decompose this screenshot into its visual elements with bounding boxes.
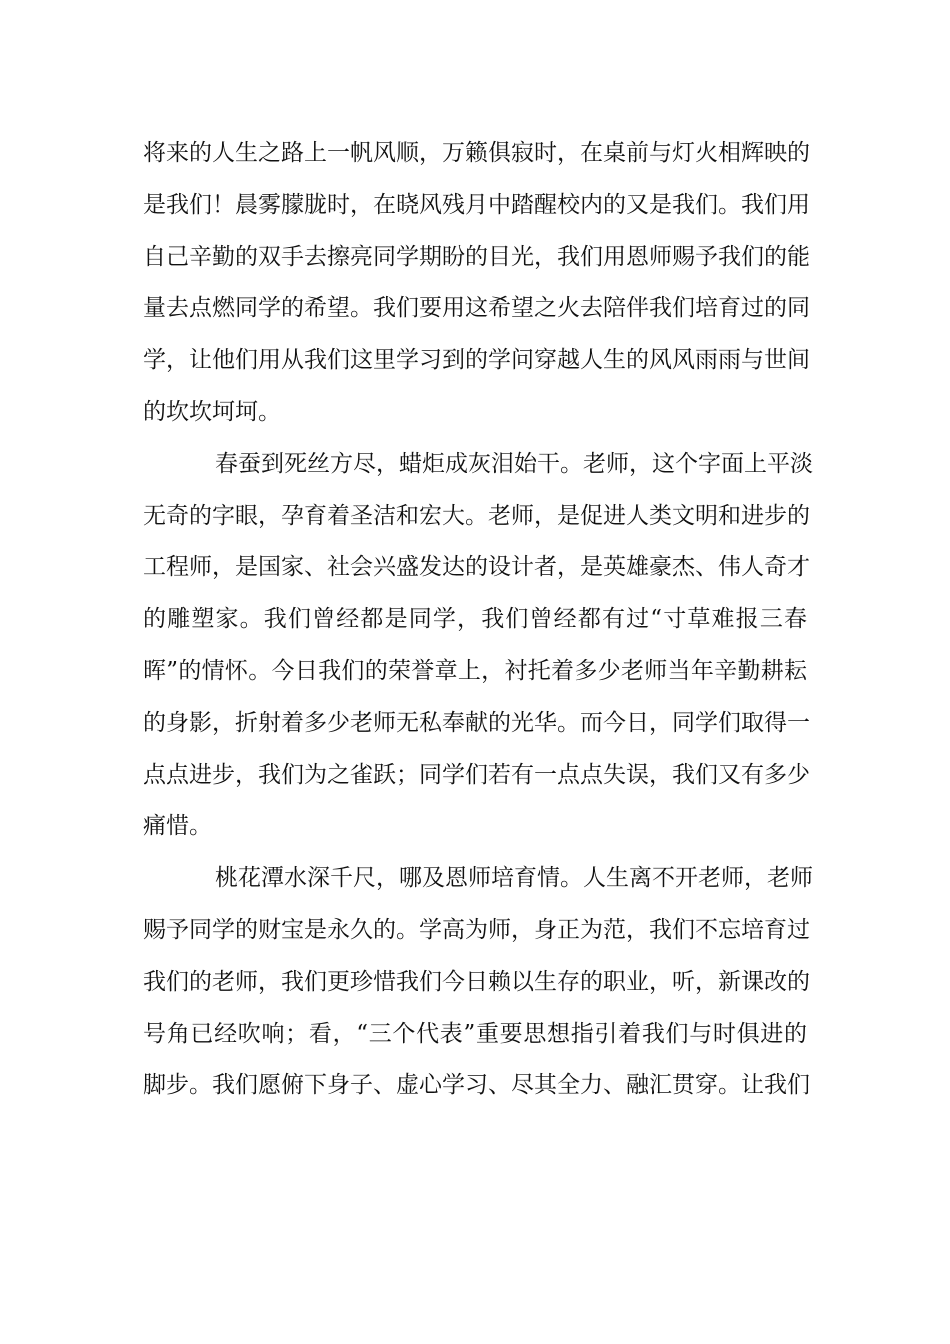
text-line: 的坎坎坷坷。 <box>143 398 281 425</box>
paragraph-3 <box>143 853 813 1112</box>
text-line: 的雕塑家。我们曾经都是同学，我们曾经都有过“寸草难报三春 <box>143 606 807 633</box>
text-line: 号角已经吹响；看，“三个代表”重要思想指引着我们与时俱进的 <box>143 1020 807 1047</box>
text-line: 自己辛勤的双手去擦亮同学期盼的目光，我们用恩师赐予我们的能 <box>143 243 810 270</box>
text-line: 脚步。我们愿俯下身子、虚心学习、尽其全力、融汇贯穿。让我们 <box>143 1072 810 1099</box>
text-line: 痛惜。 <box>143 813 212 840</box>
text-line: 晖”的情怀。今日我们的荣誉章上，衬托着多少老师当年辛勤耕耘 <box>143 657 807 684</box>
paragraph-1 <box>143 128 810 439</box>
text-line: 点点进步，我们为之雀跃；同学们若有一点点失误，我们又有多少 <box>143 761 810 788</box>
text-line: 量去点燃同学的希望。我们要用这希望之火去陪伴我们培育过的同 <box>143 295 810 322</box>
text-line: 学，让他们用从我们这里学习到的学问穿越人生的风风雨雨与世间 <box>143 347 810 374</box>
text-line: 赐予同学的财宝是永久的。学高为师，身正为范，我们不忘培育过 <box>143 916 810 943</box>
text-line: 春蚕到死丝方尽，蜡炬成灰泪始干。老师，这个字面上平淡 <box>215 450 813 477</box>
text-line: 将来的人生之路上一帆风顺，万籁俱寂时，在桌前与灯火相辉映的 <box>143 140 810 166</box>
text-line: 工程师，是国家、社会兴盛发达的设计者，是英雄豪杰、伟人奇才 <box>143 554 810 581</box>
text-line: 是我们！晨雾朦胧时，在晓风残月中踏醒校内的又是我们。我们用 <box>143 191 810 218</box>
paragraph-2 <box>143 439 813 853</box>
text-line: 桃花潭水深千尺，哪及恩师培育情。人生离不开老师，老师 <box>215 865 813 892</box>
text-line: 我们的老师，我们更珍惜我们今日赖以生存的职业，听，新课改的 <box>143 968 810 995</box>
document-body <box>143 128 813 1112</box>
text-line: 的身影，折射着多少老师无私奉献的光华。而今日，同学们取得一 <box>143 709 810 736</box>
text-line: 无奇的字眼，孕育着圣洁和宏大。老师，是促进人类文明和进步的 <box>143 502 810 529</box>
